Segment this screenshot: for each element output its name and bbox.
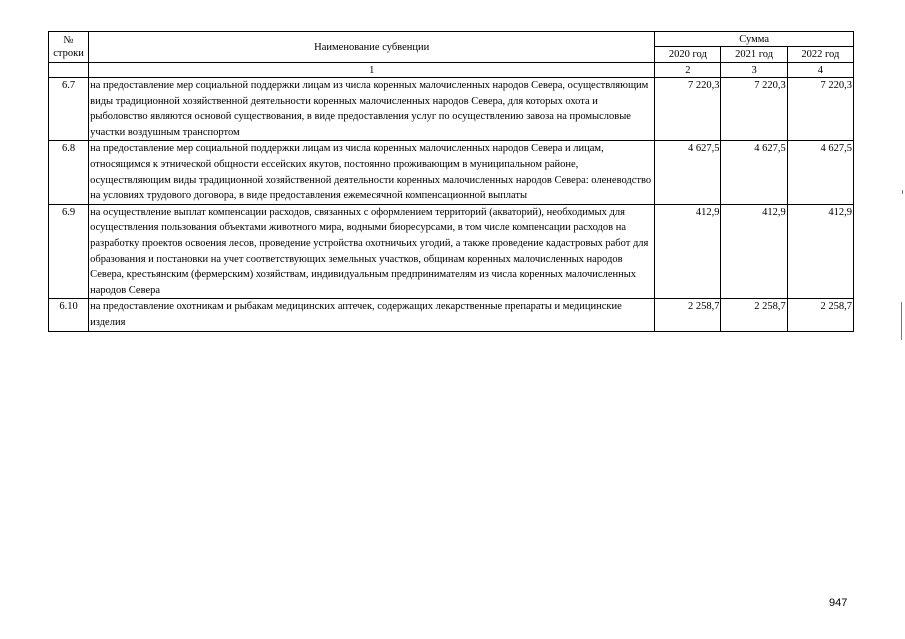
amount-2020: 2 258,7 [655,299,721,331]
amount-2022: 2 258,7 [787,299,853,331]
header-no-bottom: строки [53,48,84,59]
subvention-name: на предоставление мер социальной поддержки лицам из числа коренных малочисленных народов Севера, осуществляющим виды традиционной хозяйственной деятельности коренных малочисленных народов Севера, для которых охота и рыболовство являются основой существования, в виде предоставления услуг по осуществлению завоза на промысловые участки воздушным транспортом [89,78,655,141]
subvention-name: на предоставление мер социальной поддержки лицам из числа коренных малочисленных народов Севера и лицам, относящимся к этнической общности ессейских якутов, постоянно проживающим в муниципальном районе, осуществляющим виды традиционной хозяйственной деятельности коренных малочисленных народов Севера: оленеводство на условиях трудового договора, в виде предоставления ежемесячной компенсационной выплаты [89,141,655,204]
table-row [49,78,854,141]
amount-2021: 412,9 [721,204,787,299]
header-sum: Сумма [655,32,854,47]
page-number: 947 [829,597,848,609]
column-number-empty [49,63,89,78]
amount-2021: 4 627,5 [721,141,787,204]
amount-2020: 7 220,3 [655,78,721,141]
row-number: 6.7 [49,78,89,141]
subvention-name: на предоставление охотникам и рыбакам медицинских аптечек, содержащих лекарственные препараты и медицинские изделия [89,299,655,331]
amount-2020: 4 627,5 [655,141,721,204]
amount-2022: 412,9 [787,204,853,299]
column-number-2: 2 [655,63,721,78]
header-row-1 [49,32,854,47]
row-number: 6.9 [49,204,89,299]
subvention-table [48,31,854,332]
amount-2020: 412,9 [655,204,721,299]
header-row-number [49,32,89,63]
header-no-top: № [63,35,74,46]
row-number: 6.10 [49,299,89,331]
table-row [49,141,854,204]
row-number: 6.8 [49,141,89,204]
amount-2022: 4 627,5 [787,141,853,204]
scan-margin-mark [901,302,902,340]
amount-2022: 7 220,3 [787,78,853,141]
amount-2021: 2 258,7 [721,299,787,331]
column-number-3: 3 [721,63,787,78]
header-year-2021: 2021 год [721,47,787,63]
header-year-2020: 2020 год [655,47,721,63]
table-row [49,204,854,299]
column-number-row [49,63,854,78]
header-subvention-name: Наименование субвенции [89,32,655,63]
column-number-4: 4 [787,63,853,78]
column-number-1: 1 [89,63,655,78]
amount-2021: 7 220,3 [721,78,787,141]
header-year-2022: 2022 год [787,47,853,63]
table-row [49,299,854,331]
subvention-name: на осуществление выплат компенсации расходов, связанных с оформлением территорий (акваторий), необходимых для осуществления пользования объектами животного мира, водными биоресурсами, в том числе компенсации расходов на разработку проектов освоения лесов, проведение устройства охотничьих угодий, а также проведение кадастровых работ для образования и постановки на учет соответствующих земельных участков, общинам коренных малочисленных народов Севера, крестьянским (фермерским) хозяйствам, индивидуальным предпринимателям из числа коренных малочисленных народов Севера [89,204,655,299]
scan-margin-dot [902,190,903,194]
